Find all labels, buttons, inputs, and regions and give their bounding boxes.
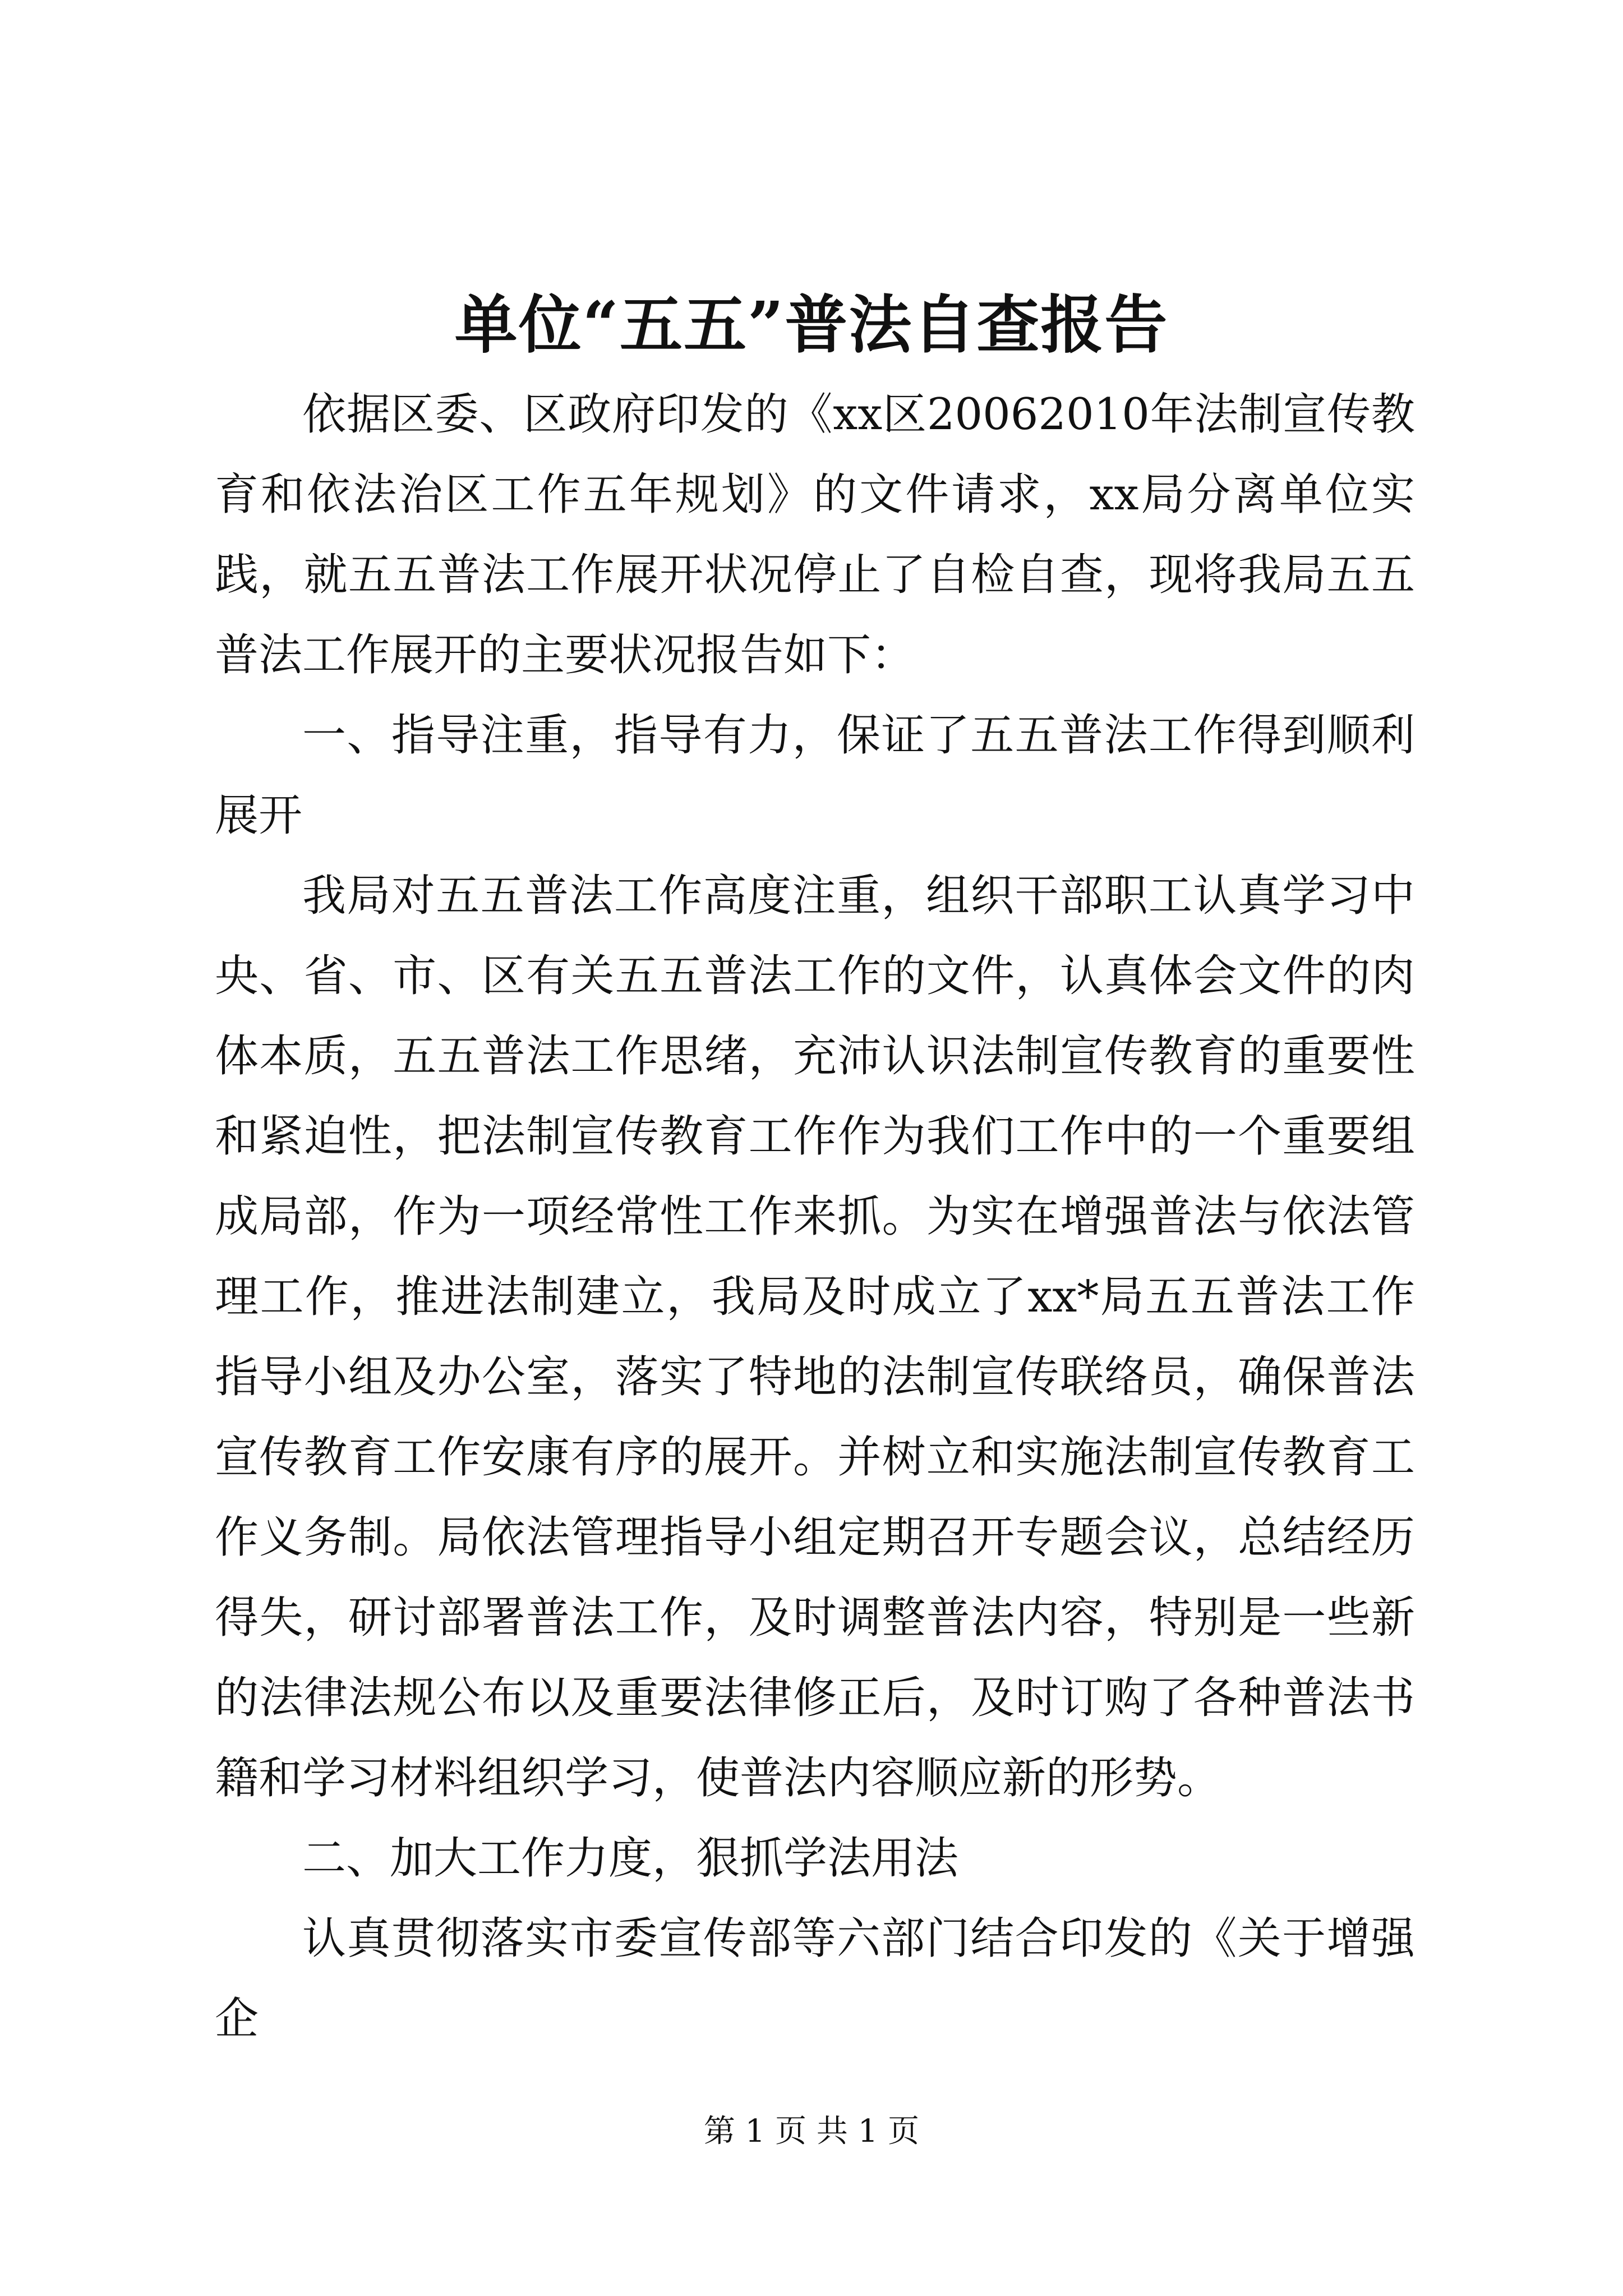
section-heading-1: 一、指导注重，指导有力，保证了五五普法工作得到顺利展开 [215,710,1415,841]
page-footer: 第 1 页 共 1 页 [703,2113,920,2150]
document-body [215,375,1415,2059]
section-heading-2: 二、加大工作力度，狠抓学法用法 [302,1833,959,1884]
document-title: 单位“五五”普法自查报告 [454,288,1169,362]
paragraph-section-2: 认真贯彻落实市委宣传部等六部门结合印发的《关于增强企 [215,1913,1415,2044]
paragraph-section-1: 我局对五五普法工作高度注重，组织干部职工认真学习中央、省、市、区有关五五普法工作的文件，认真体会文件的肉体本质，五五普法工作思绪，充沛认识法制宣传教育的重要性和紧迫性，把法制宣传教育工作作为我们工作中的一个重要组成局部，作为一项经常性工作来抓。为实在增强普法与依法管理工作，推进法制建立，我局及时成立了xx*局五五普法工作指导小组及办公室，落实了特地的法制宣传联络员，确保普法宣传教育工作安康有序的展开。并树立和实施法制宣传教育工作义务制。局依法管理指导小组定期召开专题会议，总结经历得失，研讨部署普法工作，及时调整普法内容，特别是一些新的法律法规公布以及重要法律修正后，及时订购了各种普法书籍和学习材料组织学习，使普法内容顺应新的形势。 [215,871,1415,1803]
paragraph-intro: 依据区委、区政府印发的《xx区20062010年法制宣传教育和依法治区工作五年规划》的文件请求，xx局分离单位实践，就五五普法工作展开状况停止了自检自查，现将我局五五普法工作展开的主要状况报告如下： [215,389,1415,680]
